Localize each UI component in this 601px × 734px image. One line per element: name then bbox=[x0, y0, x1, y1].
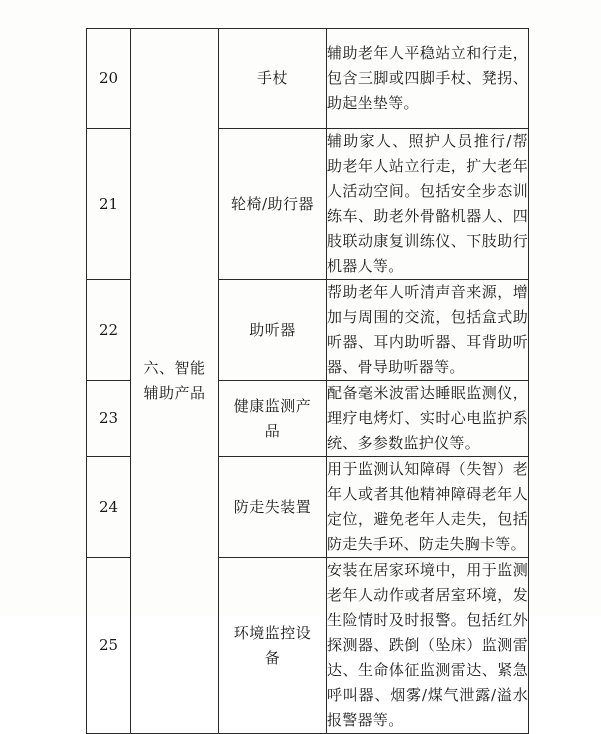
product-name-text: 手杖 bbox=[256, 69, 288, 87]
product-description: 辅助老年人平稳站立和行走，包含三脚或四脚手杖、凳拐、助起坐垫等。 bbox=[327, 29, 529, 129]
product-name bbox=[219, 558, 327, 734]
product-name bbox=[219, 29, 327, 129]
product-name bbox=[219, 280, 327, 381]
row-number: 22 bbox=[87, 280, 131, 381]
product-description: 辅助家人、照护人员推行/帮助老年人站立行走，扩大老年人活动空间。包括安全步态训练车、助老外骨骼机器人、四肢联动康复训练仪、下肢助行机器人等。 bbox=[327, 129, 529, 280]
category-cell bbox=[131, 29, 219, 734]
product-name-text: 环境监控设备 bbox=[233, 623, 312, 667]
product-name bbox=[219, 129, 327, 280]
product-name-text: 健康监测产品 bbox=[233, 396, 312, 440]
product-description: 帮助老年人听清声音来源，增加与周围的交流，包括盒式助听器、耳内助听器、耳背助听器、骨导助听器等。 bbox=[327, 280, 529, 381]
row-number: 24 bbox=[87, 457, 131, 558]
product-description: 配备毫米波雷达睡眠监测仪，理疗电烤灯、实时心电监护系统、多参数监护仪等。 bbox=[327, 381, 529, 457]
product-description: 安装在居家环境中，用于监测老年人动作或者居室环境，发生险情时及时报警。包括红外探测器、跌倒（坠床）监测雷达、生命体征监测雷达、紧急呼叫器、烟雾/煤气泄露/溢水报警器等。 bbox=[327, 558, 529, 734]
row-number: 23 bbox=[87, 381, 131, 457]
row-number: 21 bbox=[87, 129, 131, 280]
product-name-text: 防走失装置 bbox=[233, 497, 312, 516]
row-number: 20 bbox=[87, 29, 131, 129]
product-name-text: 助听器 bbox=[249, 320, 296, 339]
table-row bbox=[87, 29, 529, 129]
product-name bbox=[219, 381, 327, 457]
row-number: 25 bbox=[87, 558, 131, 734]
category-label: 六、智能辅助产品 bbox=[143, 359, 206, 402]
product-description: 用于监测认知障碍（失智）老年人或者其他精神障碍老年人定位，避免老年人走失，包括防走失手环、防走失胸卡等。 bbox=[327, 457, 529, 558]
product-table bbox=[86, 28, 529, 734]
product-name-text: 轮椅/助行器 bbox=[230, 194, 315, 213]
product-name bbox=[219, 457, 327, 558]
